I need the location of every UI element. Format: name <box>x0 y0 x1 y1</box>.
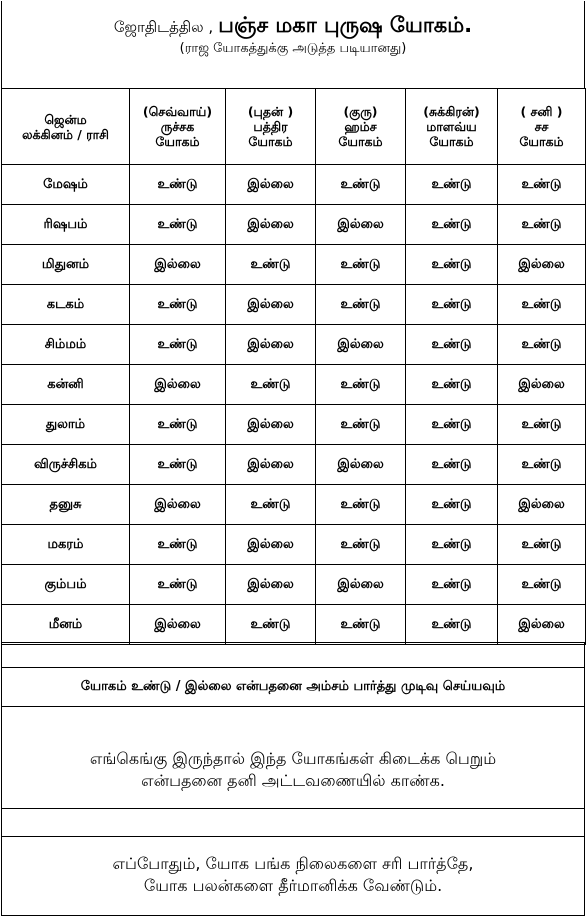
rasi-cell: மிதுனம் <box>2 245 130 285</box>
malavya-cell: உண்டு <box>406 245 498 285</box>
ruchaka-cell: இல்லை <box>130 245 226 285</box>
ruchaka-cell: உண்டு <box>130 405 226 445</box>
malavya-cell: உண்டு <box>406 285 498 325</box>
table-row <box>2 445 586 485</box>
table-row <box>2 245 586 285</box>
rasi-cell: சிம்மம் <box>2 325 130 365</box>
document-header <box>1 1 585 88</box>
hamsa-cell: உண்டு <box>316 605 406 645</box>
ruchaka-cell: இல்லை <box>130 485 226 525</box>
paragraph-check-yoga-bhanga <box>1 836 585 916</box>
sasa-cell: உண்டு <box>498 525 586 565</box>
sasa-cell: உண்டு <box>498 165 586 205</box>
note-row: யோகம் உண்டு / இல்லை என்பதனை அம்சம் பார்த்து முடிவு செய்யவும் <box>1 667 585 707</box>
hamsa-cell: உண்டு <box>316 525 406 565</box>
malavya-cell: உண்டு <box>406 485 498 525</box>
bhadra-cell: இல்லை <box>226 325 316 365</box>
sasa-cell: உண்டு <box>498 285 586 325</box>
title-main: பஞ்ச மகா புருஷ யோகம். <box>218 13 473 37</box>
bhadra-cell: இல்லை <box>226 205 316 245</box>
ruchaka-cell: உண்டு <box>130 165 226 205</box>
hamsa-cell: உண்டு <box>316 365 406 405</box>
ruchaka-cell: உண்டு <box>130 325 226 365</box>
sasa-cell: இல்லை <box>498 485 586 525</box>
table-row <box>2 205 586 245</box>
sasa-cell: உண்டு <box>498 565 586 605</box>
ruchaka-cell: இல்லை <box>130 365 226 405</box>
malavya-cell: உண்டு <box>406 405 498 445</box>
paragraph-line: யோக பலன்களை தீர்மானிக்க வேண்டும். <box>143 876 443 895</box>
rasi-cell: மேஷம் <box>2 165 130 205</box>
hamsa-cell: உண்டு <box>316 285 406 325</box>
column-header-sasa: ( சனி ) சச யோகம் <box>498 89 586 165</box>
hamsa-cell: இல்லை <box>316 325 406 365</box>
sasa-cell: இல்லை <box>498 365 586 405</box>
malavya-cell: உண்டு <box>406 325 498 365</box>
ruchaka-cell: இல்லை <box>130 605 226 645</box>
rasi-cell: மீனம் <box>2 605 130 645</box>
bhadra-cell: இல்லை <box>226 445 316 485</box>
malavya-cell: உண்டு <box>406 165 498 205</box>
rasi-cell: கும்பம் <box>2 565 130 605</box>
rasi-cell: விருச்சிகம் <box>2 445 130 485</box>
bhadra-cell: இல்லை <box>226 165 316 205</box>
table-row <box>2 325 586 365</box>
table-header-row <box>2 89 586 165</box>
sasa-cell: உண்டு <box>498 205 586 245</box>
hamsa-cell: உண்டு <box>316 245 406 285</box>
title-prefix: ஜோதிடத்தில , <box>113 18 214 36</box>
column-header-bhadra: (புதன் ) பத்திர யோகம் <box>226 89 316 165</box>
bhadra-cell: இல்லை <box>226 525 316 565</box>
column-header-hamsa: (குரு) ஹம்ச யோகம் <box>316 89 406 165</box>
table-row <box>2 605 586 645</box>
bhadra-cell: உண்டு <box>226 245 316 285</box>
hamsa-cell: உண்டு <box>316 405 406 445</box>
column-header-malavya: (சுக்கிரன்) மாளவ்ய யோகம் <box>406 89 498 165</box>
rasi-cell: கடகம் <box>2 285 130 325</box>
table-row <box>2 485 586 525</box>
bhadra-cell: இல்லை <box>226 285 316 325</box>
empty-row <box>1 808 585 836</box>
table-row <box>2 405 586 445</box>
yoga-table <box>1 88 586 645</box>
hamsa-cell: இல்லை <box>316 445 406 485</box>
ruchaka-cell: உண்டு <box>130 445 226 485</box>
bhadra-cell: உண்டு <box>226 365 316 405</box>
ruchaka-cell: உண்டு <box>130 285 226 325</box>
malavya-cell: உண்டு <box>406 365 498 405</box>
malavya-cell: உண்டு <box>406 605 498 645</box>
table-row <box>2 365 586 405</box>
hamsa-cell: உண்டு <box>316 165 406 205</box>
paragraph-where-found <box>1 707 585 808</box>
hamsa-cell: உண்டு <box>316 485 406 525</box>
column-header-ruchaka: (செவ்வாய்) ருச்சக யோகம் <box>130 89 226 165</box>
rasi-cell: துலாம் <box>2 405 130 445</box>
sasa-cell: இல்லை <box>498 245 586 285</box>
table-row <box>2 565 586 605</box>
ruchaka-cell: உண்டு <box>130 565 226 605</box>
bhadra-cell: இல்லை <box>226 405 316 445</box>
table-row <box>2 165 586 205</box>
malavya-cell: உண்டு <box>406 525 498 565</box>
ruchaka-cell: உண்டு <box>130 205 226 245</box>
page-subtitle: (ராஜ யோகத்துக்கு அடுத்த படியானது) <box>179 41 407 56</box>
table-row <box>2 525 586 565</box>
sasa-cell: இல்லை <box>498 605 586 645</box>
paragraph-line: எங்கெங்கு இருந்தால் இந்த யோகங்கள் கிடைக்க பெறும் <box>89 749 497 768</box>
malavya-cell: உண்டு <box>406 205 498 245</box>
hamsa-cell: இல்லை <box>316 565 406 605</box>
malavya-cell: உண்டு <box>406 445 498 485</box>
rasi-cell: மகரம் <box>2 525 130 565</box>
sasa-cell: உண்டு <box>498 445 586 485</box>
malavya-cell: உண்டு <box>406 565 498 605</box>
bhadra-cell: உண்டு <box>226 605 316 645</box>
column-header-lagna: ஜென்ம லக்கினம் / ராசி <box>2 89 130 165</box>
paragraph-line: எப்போதும், யோக பங்க நிலைகளை சரி பார்த்தே, <box>112 854 474 873</box>
paragraph-line: என்பதனை தனி அட்டவணையில் காண்க. <box>141 771 445 790</box>
rasi-cell: கன்னி <box>2 365 130 405</box>
hamsa-cell: இல்லை <box>316 205 406 245</box>
ruchaka-cell: உண்டு <box>130 525 226 565</box>
page-title <box>2 13 584 40</box>
sasa-cell: உண்டு <box>498 405 586 445</box>
rasi-cell: தனுசு <box>2 485 130 525</box>
empty-row <box>1 642 585 667</box>
table-row <box>2 285 586 325</box>
bhadra-cell: இல்லை <box>226 565 316 605</box>
bhadra-cell: உண்டு <box>226 485 316 525</box>
rasi-cell: ரிஷபம் <box>2 205 130 245</box>
table-body <box>2 165 586 645</box>
sasa-cell: உண்டு <box>498 325 586 365</box>
